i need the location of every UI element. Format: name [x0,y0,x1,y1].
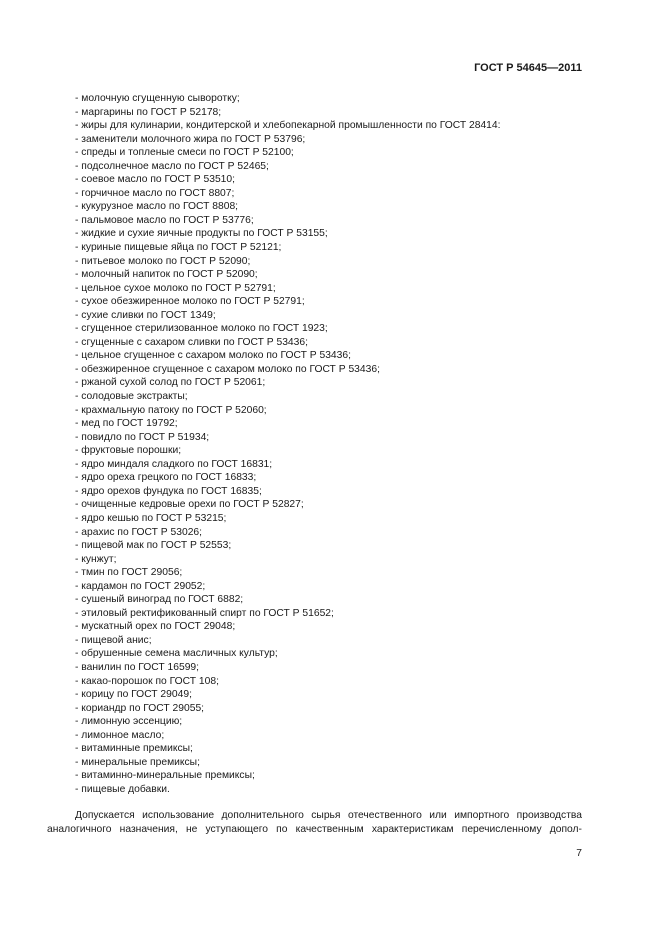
list-item: - ядро кешью по ГОСТ Р 53215; [75,512,227,524]
list-item: - повидло по ГОСТ Р 51934; [75,431,210,443]
list-item: - фруктовые порошки; [75,445,182,457]
list-item: - жиры для кулинарии, кондитерской и хлебопекарной промышленности по ГОСТ 28414: [75,120,501,132]
list-item: - пальмовое масло по ГОСТ Р 53776; [75,214,254,226]
list-item: - ванилин по ГОСТ 16599; [75,661,200,673]
list-item: - пищевой анис; [75,634,152,646]
list-item: - жидкие и сухие яичные продукты по ГОСТ Р 53155; [75,228,328,240]
list-item: - минеральные премиксы; [75,756,200,768]
list-item: - пищевой мак по ГОСТ Р 52553; [75,540,232,552]
list-item: - витаминные премиксы; [75,743,193,755]
list-item: - этиловый ректификованный спирт по ГОСТ Р 51652; [75,607,334,619]
list-item: - ядро миндаля сладкого по ГОСТ 16831; [75,458,273,470]
list-item: - тмин по ГОСТ 29056; [75,567,183,579]
list-item: - мускатный орех по ГОСТ 29048; [75,621,236,633]
paragraph-line: аналогичного назначения, не уступающего по качественным характеристикам перечисленному допол- [47,823,582,835]
list-item: - заменители молочного жира по ГОСТ Р 53796; [75,133,306,145]
list-item: - сгущенное стерилизованное молоко по ГОСТ 1923; [75,323,328,335]
list-item: - лимонную эссенцию; [75,716,183,728]
list-item: - спреды и топленые смеси по ГОСТ Р 52100; [75,147,294,159]
list-item: - витаминно-минеральные премиксы; [75,770,255,782]
list-item: - кунжут; [75,553,117,565]
paragraph-line: Допускается использование дополнительного сырья отечественного или импортного производства [75,810,582,821]
list-item: - питьевое молоко по ГОСТ Р 52090; [75,255,251,267]
list-item: - ядро ореха грецкого по ГОСТ 16833; [75,472,257,484]
list-item: - какао-порошок по ГОСТ 108; [75,675,219,687]
list-item: - молочную сгущенную сыворотку; [75,93,240,104]
list-item: - крахмальную патоку по ГОСТ Р 52060; [75,404,267,416]
list-item: - сухое обезжиренное молоко по ГОСТ Р 52791; [75,296,305,308]
list-item: - солодовые экстракты; [75,391,188,403]
list-item: - очищенные кедровые орехи по ГОСТ Р 52827; [75,499,304,511]
list-item: - сушеный виноград по ГОСТ 6882; [75,594,244,606]
list-item: - горчичное масло по ГОСТ 8807; [75,187,235,199]
list-item: - пищевые добавки. [75,783,170,795]
list-item: - подсолнечное масло по ГОСТ Р 52465; [75,160,269,172]
list-item: - кукурузное масло по ГОСТ 8808; [75,201,239,213]
list-item: - соевое масло по ГОСТ Р 53510; [75,174,235,186]
list-item: - маргарины по ГОСТ Р 52178; [75,106,222,118]
list-item: - ядро орехов фундука по ГОСТ 16835; [75,485,262,497]
list-item: - обрушенные семена масличных культур; [75,648,278,660]
list-item: - обезжиренное сгущенное с сахаром молоко по ГОСТ Р 53436; [75,363,380,375]
page-number: 7 [576,848,582,859]
list-item: - сгущенные с сахаром сливки по ГОСТ Р 53436; [75,336,308,348]
list-item: - куриные пищевые яйца по ГОСТ Р 52121; [75,242,282,254]
body-paragraph [47,809,582,836]
list-item: - кардамон по ГОСТ 29052; [75,580,206,592]
list-item: - корицу по ГОСТ 29049; [75,689,192,701]
list-item: - молочный напиток по ГОСТ Р 52090; [75,269,258,281]
page-header: ГОСТ Р 54645—2011 [474,62,582,74]
list-item: - кориандр по ГОСТ 29055; [75,702,205,714]
raw-materials-list [75,92,595,796]
list-item: - ржаной сухой солод по ГОСТ Р 52061; [75,377,266,389]
list-item: - цельное сухое молоко по ГОСТ Р 52791; [75,282,276,294]
list-item: - цельное сгущенное с сахаром молоко по ГОСТ Р 53436; [75,350,351,362]
list-item: - лимонное масло; [75,729,165,741]
list-item: - мед по ГОСТ 19792; [75,418,178,430]
list-item: - сухие сливки по ГОСТ 1349; [75,309,216,321]
list-item: - арахис по ГОСТ Р 53026; [75,526,203,538]
